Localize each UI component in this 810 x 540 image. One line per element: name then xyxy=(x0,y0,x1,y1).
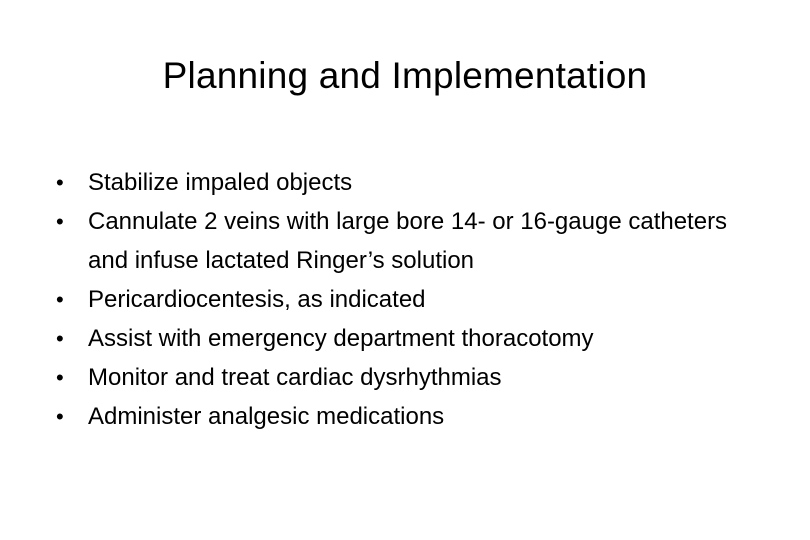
slide-title: Planning and Implementation xyxy=(162,55,648,96)
bullet-icon: • xyxy=(56,326,64,351)
bullet-item xyxy=(56,319,756,358)
bullet-item xyxy=(56,358,756,397)
bullet-text: Monitor and treat cardiac dysrhythmias xyxy=(88,364,502,391)
bullet-list xyxy=(56,163,756,436)
bullet-icon: • xyxy=(56,404,64,429)
bullet-icon: • xyxy=(56,287,64,312)
bullet-item xyxy=(56,163,756,202)
bullet-icon: • xyxy=(56,170,64,195)
bullet-icon: • xyxy=(56,209,64,234)
bullet-text: Administer analgesic medications xyxy=(88,403,445,430)
bullet-item xyxy=(56,397,756,436)
bullet-text: Cannulate 2 veins with large bore 14- or 16-gauge catheters and infuse lactated Ringer’s solution xyxy=(88,208,728,274)
bullet-text: Assist with emergency department thoracotomy xyxy=(88,325,594,352)
bullet-item xyxy=(56,202,756,280)
bullet-text: Stabilize impaled objects xyxy=(88,169,353,196)
bullet-icon: • xyxy=(56,365,64,390)
bullet-text: Pericardiocentesis, as indicated xyxy=(88,286,426,313)
bullet-item xyxy=(56,280,756,319)
